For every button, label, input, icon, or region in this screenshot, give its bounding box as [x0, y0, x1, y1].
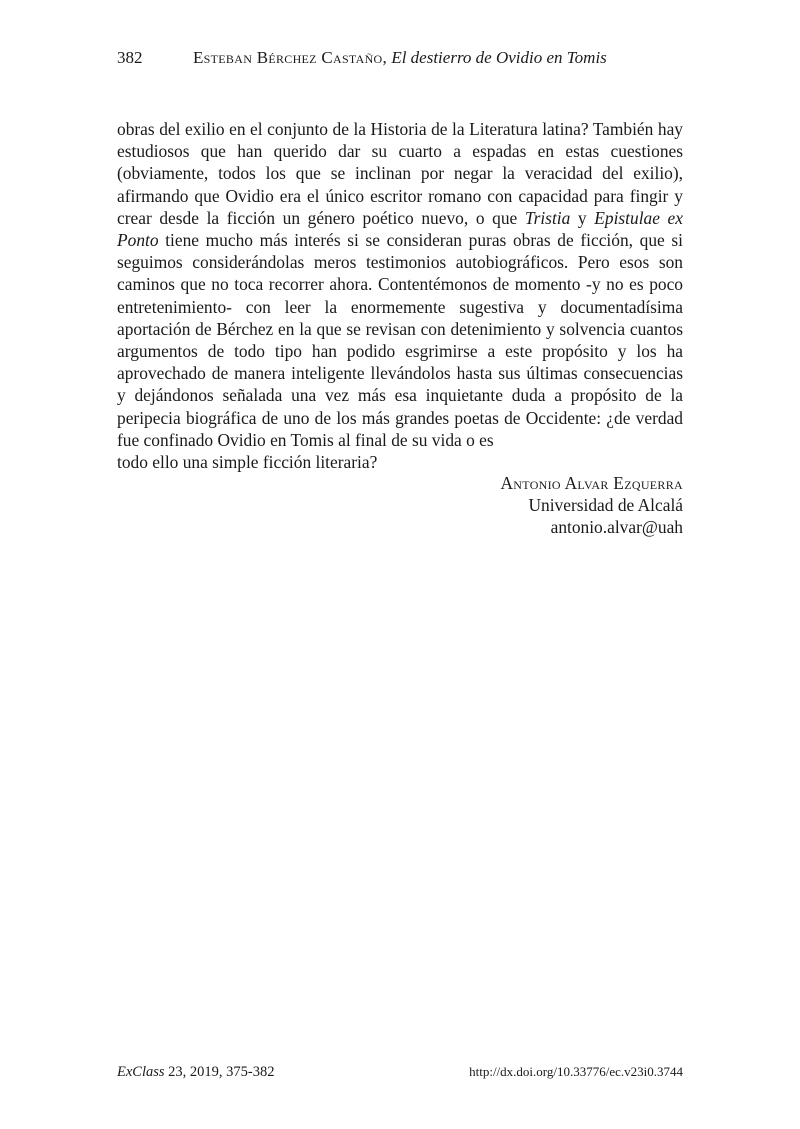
citation-details: 23, 2019, 375-382	[164, 1064, 275, 1080]
signature-block	[500, 472, 683, 539]
body-text-part-1: obras del exilio en el conjunto de la Historia de la Literatura latina? También hay estudiosos que han querido dar su cuarto a espadas en estas cuestiones (obviamente, todos los que se inclinan por negar la veracidad del exilio), afirmando que Ovidio era el único escritor romano con capacidad para fingir y crear desde la ficción un género poético nuevo, o que	[117, 119, 683, 228]
italic-title-tristia: Tristia	[524, 207, 571, 228]
signature-affiliation: Universidad de Alcalá	[528, 495, 683, 516]
page-footer	[117, 1063, 683, 1081]
body-last-line: todo ello una simple ficción literaria?	[117, 452, 378, 473]
body-text-part-3: tiene mucho más interés si se consideran puras obras de ficción, que si seguimos considerándolas meros testimonios autobiográficos. Pero esos son caminos que no toca recorrer ahora. Contentémonos de momento -y no es poco entretenimiento- con leer la enormemente sugestiva y documentadísima aportación de Bérchez en la que se revisan con detenimiento y solvencia cuantos argumentos de todo tipo han podido esgrimirse a este propósito y los ha aprovechado de manera inteligente llevándolos hasta sus últimas consecuencias y dejándonos señalada una vez más esa inquietante duda a propósito de la peripecia biográfica de uno de los más grandes poetas de Occidente: ¿de verdad fue confinado Ovidio en Tomis al final de su vida o es	[117, 230, 683, 450]
signature-email: antonio.alvar@uah	[550, 517, 683, 538]
running-head	[117, 47, 683, 69]
header-title: El destierro de Ovidio en Tomis	[391, 48, 607, 67]
header-author: Esteban Bérchez Castaño,	[193, 48, 388, 67]
page-number: 382	[117, 48, 143, 67]
body-text-part-2: y	[570, 207, 595, 228]
footer-citation	[117, 1063, 275, 1081]
doi-link[interactable]: http://dx.doi.org/10.33776/ec.v23i0.3744	[469, 1064, 683, 1079]
body-paragraph	[117, 118, 683, 473]
italic-title-epistulae: Epistulae ex Ponto	[117, 207, 683, 251]
journal-name: ExClass	[117, 1064, 165, 1080]
signature-name: Antonio Alvar Ezquerra	[500, 473, 683, 493]
